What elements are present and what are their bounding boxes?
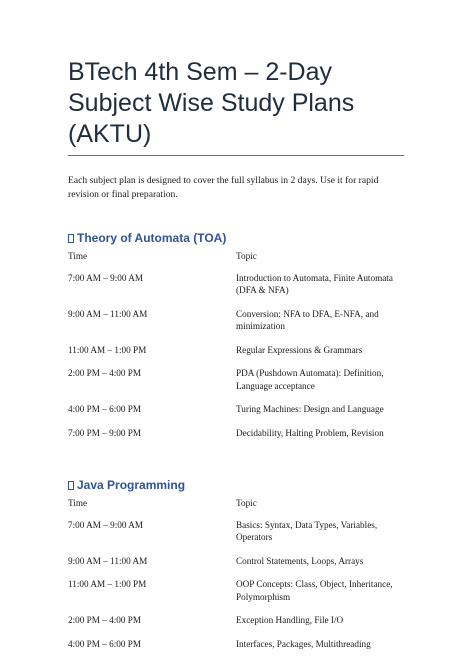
- row-topic: Conversion: NFA to DFA, E-NFA, and minimization: [236, 308, 404, 344]
- toa-schedule-table: [68, 250, 404, 450]
- table-row: [68, 614, 404, 638]
- row-topic: Basics: Syntax, Data Types, Variables, Operators: [236, 519, 404, 555]
- header-time: Time: [68, 250, 236, 272]
- title-underline: [68, 155, 404, 156]
- row-topic: Regular Expressions & Grammars: [236, 344, 404, 368]
- table-row: [68, 367, 404, 403]
- table-row: [68, 427, 404, 451]
- missing-glyph-icon: [68, 481, 74, 490]
- row-time: 11:00 AM – 1:00 PM: [68, 344, 236, 368]
- table-row: [68, 638, 404, 661]
- table-header-row: [68, 497, 404, 519]
- table-row: [68, 519, 404, 555]
- row-time: 4:00 PM – 6:00 PM: [68, 403, 236, 427]
- section-heading-java: [68, 478, 404, 492]
- section-heading-toa: [68, 231, 404, 245]
- row-topic: Decidability, Halting Problem, Revision: [236, 427, 404, 451]
- missing-glyph-icon: [68, 234, 74, 243]
- row-time: 2:00 PM – 4:00 PM: [68, 367, 236, 403]
- java-schedule-table: [68, 497, 404, 661]
- table-row: [68, 578, 404, 614]
- row-time: 11:00 AM – 1:00 PM: [68, 578, 236, 614]
- header-topic: Topic: [236, 250, 404, 272]
- row-topic: Introduction to Automata, Finite Automata (DFA & NFA): [236, 272, 404, 308]
- row-time: 7:00 PM – 9:00 PM: [68, 427, 236, 451]
- section-heading-label: Theory of Automata (TOA): [77, 231, 226, 245]
- table-row: [68, 555, 404, 579]
- row-topic: Turing Machines: Design and Language: [236, 403, 404, 427]
- row-time: 7:00 AM – 9:00 AM: [68, 519, 236, 555]
- intro-paragraph: Each subject plan is designed to cover the full syllabus in 2 days. Use it for rapid revision or final preparation.: [68, 174, 404, 202]
- page-title: BTech 4th Sem – 2-Day Subject Wise Study Plans (AKTU): [68, 57, 404, 150]
- row-time: 9:00 AM – 11:00 AM: [68, 308, 236, 344]
- section-heading-label: Java Programming: [77, 478, 185, 492]
- table-row: [68, 344, 404, 368]
- row-topic: PDA (Pushdown Automata): Definition, Language acceptance: [236, 367, 404, 403]
- row-time: 9:00 AM – 11:00 AM: [68, 555, 236, 579]
- table-row: [68, 272, 404, 308]
- row-topic: Control Statements, Loops, Arrays: [236, 555, 404, 579]
- row-topic: OOP Concepts: Class, Object, Inheritance, Polymorphism: [236, 578, 404, 614]
- header-topic: Topic: [236, 497, 404, 519]
- table-row: [68, 308, 404, 344]
- table-header-row: [68, 250, 404, 272]
- row-time: 4:00 PM – 6:00 PM: [68, 638, 236, 661]
- table-row: [68, 403, 404, 427]
- row-time: 2:00 PM – 4:00 PM: [68, 614, 236, 638]
- header-time: Time: [68, 497, 236, 519]
- row-topic: Exception Handling, File I/O: [236, 614, 404, 638]
- row-time: 7:00 AM – 9:00 AM: [68, 272, 236, 308]
- row-topic: Interfaces, Packages, Multithreading: [236, 638, 404, 661]
